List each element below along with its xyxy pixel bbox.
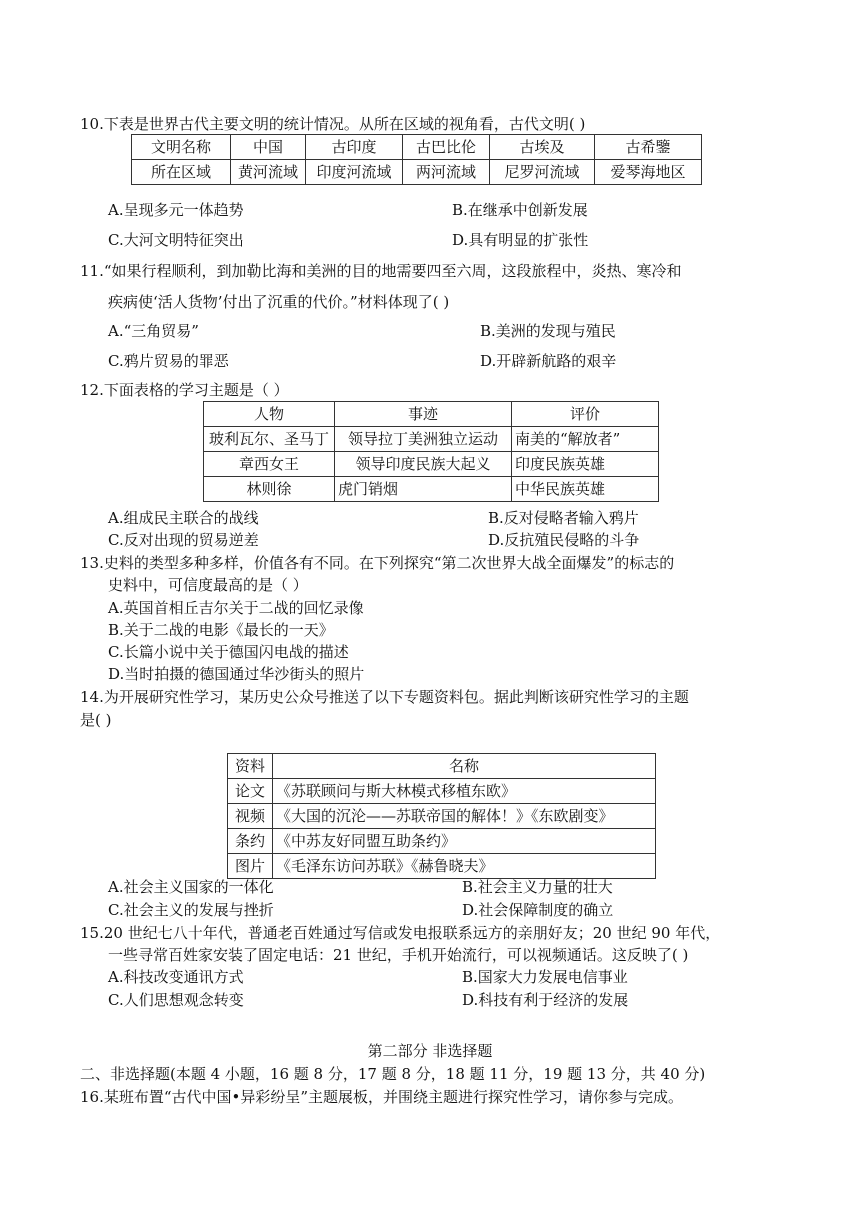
- table-cell: 事迹: [335, 402, 512, 427]
- q14-option-a[interactable]: A.社会主义国家的一体化: [108, 878, 274, 896]
- table-row: [204, 402, 659, 427]
- table-cell: 《大国的沉沦——苏联帝国的解体！》《东欧剧变》: [273, 804, 656, 829]
- q12-table: [203, 401, 659, 502]
- q10-option-a[interactable]: A.呈现多元一体趋势: [108, 201, 244, 219]
- q14-stem-line2: 是( ): [80, 711, 112, 729]
- q14-table: [227, 753, 656, 879]
- table-cell: 林则徐: [204, 477, 335, 502]
- q13-option-b[interactable]: B.关于二战的电影《最长的一天》: [108, 621, 334, 639]
- q15-stem-line2: 一些寻常百姓家安装了固定电话：21 世纪，手机开始流行，可以视频通话。这反映了( ): [108, 946, 689, 964]
- q12-option-a[interactable]: A.组成民主联合的战线: [108, 509, 259, 527]
- table-cell: 名称: [273, 754, 656, 779]
- table-cell: 图片: [228, 854, 273, 879]
- table-row: [204, 427, 659, 452]
- table-cell: 所在区域: [132, 160, 231, 185]
- q16-stem: 16.某班布置“古代中国•异彩纷呈”主题展板，并围绕主题进行探究性学习，请你参与完成。: [80, 1088, 684, 1106]
- q13-stem-line2: 史料中，可信度最高的是（ ）: [108, 576, 308, 594]
- q15-stem-line1: 15.20 世纪七八十年代，普通老百姓通过写信或发电报联系远方的亲朋好友；20 世纪 90 年代，: [80, 924, 721, 942]
- table-row: [204, 452, 659, 477]
- q13-option-d[interactable]: D.当时拍摄的德国通过华沙街头的照片: [108, 665, 365, 683]
- table-row: [204, 477, 659, 502]
- table-row: [228, 829, 656, 854]
- q13-stem-line1: 13.史料的类型多种多样，价值各有不同。在下列探究“第二次世界大战全面爆发”的标志的: [80, 554, 675, 572]
- q12-option-c[interactable]: C.反对出现的贸易逆差: [108, 531, 259, 549]
- table-cell: 印度河流域: [306, 160, 403, 185]
- table-row: [228, 779, 656, 804]
- q13-option-a[interactable]: A.英国首相丘吉尔关于二战的回忆录像: [108, 599, 364, 617]
- q14-option-d[interactable]: D.社会保障制度的确立: [462, 901, 614, 919]
- q15-option-c[interactable]: C.人们思想观念转变: [108, 991, 244, 1009]
- q10-option-b[interactable]: B.在继承中创新发展: [452, 201, 588, 219]
- table-cell: 文明名称: [132, 135, 231, 160]
- q12-option-b[interactable]: B.反对侵略者输入鸦片: [488, 509, 639, 527]
- table-cell: 《毛泽东访问苏联》《赫鲁晓夫》: [273, 854, 656, 879]
- q11-option-c[interactable]: C.鸦片贸易的罪恶: [108, 352, 229, 370]
- q10-stem: 10.下表是世界古代主要文明的统计情况。从所在区域的视角看，古代文明( ): [80, 115, 586, 133]
- table-row: [228, 854, 656, 879]
- table-cell: 论文: [228, 779, 273, 804]
- q12-stem: 12.下面表格的学习主题是（ ）: [80, 381, 289, 399]
- q11-option-b[interactable]: B.美洲的发现与殖民: [480, 322, 616, 340]
- table-cell: 领导印度民族大起义: [335, 452, 512, 477]
- q12-option-d[interactable]: D.反抗殖民侵略的斗争: [488, 531, 640, 549]
- q11-option-a[interactable]: A.“三角贸易”: [108, 322, 199, 340]
- table-cell: 领导拉丁美洲独立运动: [335, 427, 512, 452]
- table-cell: 《苏联顾问与斯大林模式移植东欧》: [273, 779, 656, 804]
- q11-stem-line2: 疾病使‘活人货物’付出了沉重的代价。”材料体现了( ): [108, 293, 450, 311]
- q13-option-c[interactable]: C.长篇小说中关于德国闪电战的描述: [108, 643, 349, 661]
- table-cell: 条约: [228, 829, 273, 854]
- table-cell: 爱琴海地区: [595, 160, 702, 185]
- q11-stem-line1: 11.“如果行程顺利，到加勒比海和美洲的目的地需要四至六周，这段旅程中，炎热、寒冷和: [80, 262, 682, 280]
- table-row: [228, 804, 656, 829]
- table-cell: 印度民族英雄: [512, 452, 659, 477]
- table-cell: 中华民族英雄: [512, 477, 659, 502]
- section-intro: 二、非选择题(本题 4 小题，16 题 8 分，17 题 8 分，18 题 11 分，19 题 13 分，共 40 分): [80, 1065, 706, 1083]
- table-cell: 古巴比伦: [403, 135, 490, 160]
- table-cell: 南美的“解放者”: [512, 427, 659, 452]
- table-row: [132, 160, 702, 185]
- table-cell: 中国: [231, 135, 306, 160]
- q14-option-c[interactable]: C.社会主义的发展与挫折: [108, 901, 274, 919]
- table-cell: 章西女王: [204, 452, 335, 477]
- table-cell: 视频: [228, 804, 273, 829]
- q10-option-c[interactable]: C.大河文明特征突出: [108, 231, 244, 249]
- table-cell: 评价: [512, 402, 659, 427]
- q15-option-d[interactable]: D.科技有利于经济的发展: [462, 991, 629, 1009]
- q10-table: [131, 134, 702, 185]
- table-cell: 古印度: [306, 135, 403, 160]
- table-cell: 人物: [204, 402, 335, 427]
- q10-option-d[interactable]: D.具有明显的扩张性: [452, 231, 589, 249]
- table-cell: 两河流域: [403, 160, 490, 185]
- table-cell: 玻利瓦尔、圣马丁: [204, 427, 335, 452]
- table-cell: 尼罗河流域: [490, 160, 595, 185]
- section-title: 第二部分 非选择题: [367, 1042, 493, 1060]
- q15-option-a[interactable]: A.科技改变通讯方式: [108, 968, 244, 986]
- table-cell: 古希鑒: [595, 135, 702, 160]
- table-cell: 黄河流域: [231, 160, 306, 185]
- table-row: [228, 754, 656, 779]
- q15-option-b[interactable]: B.国家大力发展电信事业: [462, 968, 628, 986]
- table-cell: 古埃及: [490, 135, 595, 160]
- table-cell: 虎门销烟: [335, 477, 512, 502]
- table-cell: 《中苏友好同盟互助条约》: [273, 829, 656, 854]
- q11-option-d[interactable]: D.开辟新航路的艰辛: [480, 352, 617, 370]
- q14-stem-line1: 14.为开展研究性学习，某历史公众号推送了以下专题资料包。据此判断该研究性学习的主题: [80, 688, 689, 706]
- table-cell: 资料: [228, 754, 273, 779]
- q14-option-b[interactable]: B.社会主义力量的壮大: [462, 878, 613, 896]
- table-row: [132, 135, 702, 160]
